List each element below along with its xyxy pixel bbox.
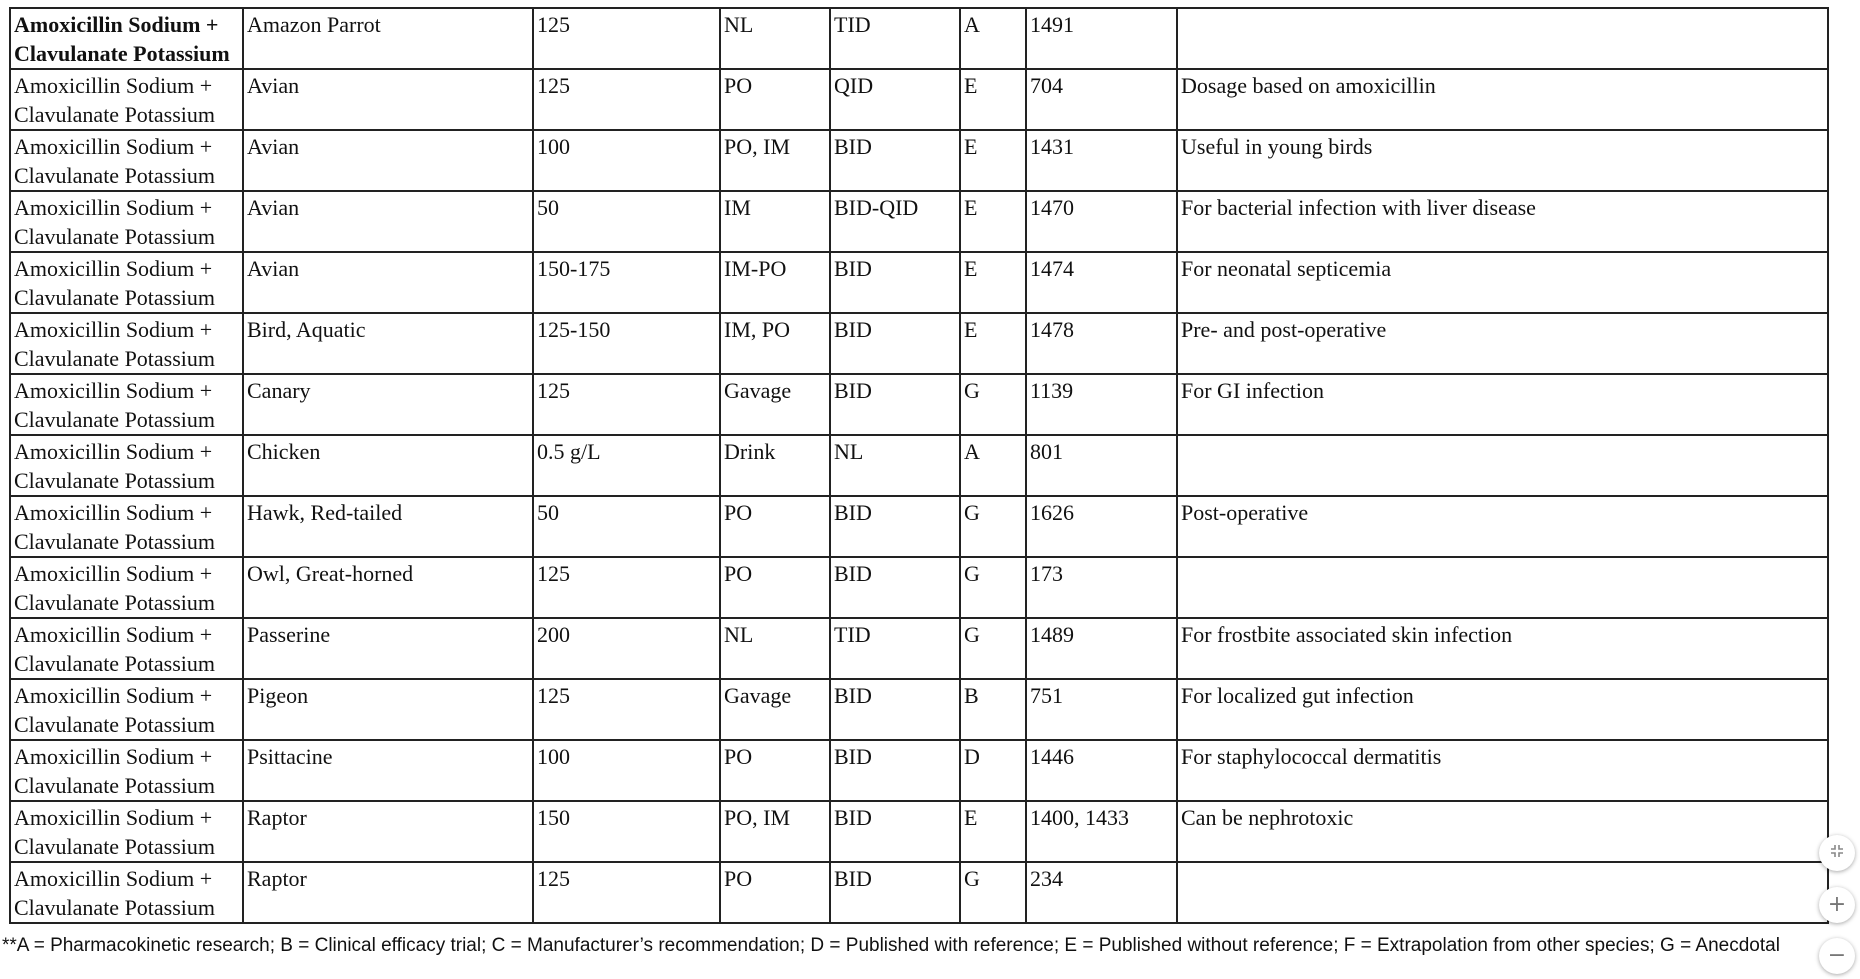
comment-cell — [1177, 8, 1828, 69]
frequency-cell: BID — [830, 252, 960, 313]
route-cell: NL — [720, 618, 830, 679]
route-cell: Gavage — [720, 679, 830, 740]
evidence-grade-cell: A — [960, 8, 1026, 69]
drug-cell: Amoxicillin Sodium + Clavulanate Potassium — [10, 557, 243, 618]
comment-cell: For bacterial infection with liver disease — [1177, 191, 1828, 252]
route-cell: IM — [720, 191, 830, 252]
drug-cell: Amoxicillin Sodium + Clavulanate Potassium — [10, 679, 243, 740]
drug-cell: Amoxicillin Sodium + Clavulanate Potassium — [10, 8, 243, 69]
species-cell: Amazon Parrot — [243, 8, 533, 69]
drug-cell: Amoxicillin Sodium + Clavulanate Potassium — [10, 618, 243, 679]
dose-cell: 50 — [533, 191, 720, 252]
table-row — [10, 557, 1828, 618]
comment-cell: Useful in young birds — [1177, 130, 1828, 191]
frequency-cell: BID — [830, 740, 960, 801]
route-cell: PO — [720, 557, 830, 618]
evidence-grade-cell: G — [960, 557, 1026, 618]
comment-cell: Dosage based on amoxicillin — [1177, 69, 1828, 130]
table-row — [10, 8, 1828, 69]
reference-cell: 1446 — [1026, 740, 1177, 801]
species-cell: Pigeon — [243, 679, 533, 740]
reference-cell: 1489 — [1026, 618, 1177, 679]
species-cell: Passerine — [243, 618, 533, 679]
species-cell: Avian — [243, 252, 533, 313]
reference-cell: 1431 — [1026, 130, 1177, 191]
minus-icon: − — [1827, 943, 1847, 968]
drug-cell: Amoxicillin Sodium + Clavulanate Potassium — [10, 740, 243, 801]
route-cell: PO — [720, 496, 830, 557]
zoom-in-button[interactable] — [1819, 887, 1855, 923]
route-cell: NL — [720, 8, 830, 69]
evidence-grade-cell: E — [960, 69, 1026, 130]
drug-cell: Amoxicillin Sodium + Clavulanate Potassium — [10, 801, 243, 862]
reference-cell: 1491 — [1026, 8, 1177, 69]
table-row — [10, 69, 1828, 130]
dose-cell: 125 — [533, 8, 720, 69]
dose-cell: 100 — [533, 740, 720, 801]
dose-cell: 125 — [533, 679, 720, 740]
drug-cell: Amoxicillin Sodium + Clavulanate Potassium — [10, 435, 243, 496]
route-cell: IM-PO — [720, 252, 830, 313]
table-row — [10, 313, 1828, 374]
evidence-grade-cell: G — [960, 496, 1026, 557]
comment-cell: For neonatal septicemia — [1177, 252, 1828, 313]
reference-cell: 1626 — [1026, 496, 1177, 557]
frequency-cell: BID — [830, 313, 960, 374]
frequency-cell: BID-QID — [830, 191, 960, 252]
dose-cell: 0.5 g/L — [533, 435, 720, 496]
comment-cell: For GI infection — [1177, 374, 1828, 435]
species-cell: Raptor — [243, 862, 533, 923]
reference-cell: 1470 — [1026, 191, 1177, 252]
reference-cell: 234 — [1026, 862, 1177, 923]
evidence-grade-cell: B — [960, 679, 1026, 740]
drug-cell: Amoxicillin Sodium + Clavulanate Potassium — [10, 496, 243, 557]
drug-cell: Amoxicillin Sodium + Clavulanate Potassium — [10, 130, 243, 191]
route-cell: PO — [720, 740, 830, 801]
fit-page-button[interactable] — [1819, 835, 1855, 871]
route-cell: PO, IM — [720, 801, 830, 862]
species-cell: Canary — [243, 374, 533, 435]
reference-cell: 801 — [1026, 435, 1177, 496]
route-cell: PO — [720, 862, 830, 923]
zoom-out-button[interactable] — [1819, 938, 1855, 974]
frequency-cell: BID — [830, 801, 960, 862]
frequency-cell: TID — [830, 618, 960, 679]
table-row — [10, 618, 1828, 679]
comment-cell: Pre- and post-operative — [1177, 313, 1828, 374]
species-cell: Chicken — [243, 435, 533, 496]
comment-cell: For localized gut infection — [1177, 679, 1828, 740]
drug-cell: Amoxicillin Sodium + Clavulanate Potassium — [10, 862, 243, 923]
dose-cell: 125 — [533, 69, 720, 130]
comment-cell: Can be nephrotoxic — [1177, 801, 1828, 862]
reference-cell: 1400, 1433 — [1026, 801, 1177, 862]
species-cell: Psittacine — [243, 740, 533, 801]
table-row — [10, 862, 1828, 923]
frequency-cell: BID — [830, 374, 960, 435]
drug-cell: Amoxicillin Sodium + Clavulanate Potassium — [10, 313, 243, 374]
table-row — [10, 130, 1828, 191]
evidence-grade-cell: D — [960, 740, 1026, 801]
evidence-grade-footnote: **A = Pharmacokinetic research; B = Clinical efficacy trial; C = Manufacturer’s recommendation; D = Published with reference; E = Published without reference; F = Extrapolation from other species; G = Anecdotal — [2, 935, 1780, 956]
reference-cell: 173 — [1026, 557, 1177, 618]
comment-cell — [1177, 557, 1828, 618]
dose-cell: 125 — [533, 557, 720, 618]
route-cell: IM, PO — [720, 313, 830, 374]
frequency-cell: QID — [830, 69, 960, 130]
frequency-cell: TID — [830, 8, 960, 69]
drug-cell: Amoxicillin Sodium + Clavulanate Potassium — [10, 191, 243, 252]
evidence-grade-cell: G — [960, 618, 1026, 679]
species-cell: Avian — [243, 130, 533, 191]
species-cell: Bird, Aquatic — [243, 313, 533, 374]
species-cell: Avian — [243, 69, 533, 130]
frequency-cell: BID — [830, 679, 960, 740]
table-row — [10, 496, 1828, 557]
frequency-cell: BID — [830, 557, 960, 618]
plus-icon: + — [1827, 892, 1847, 917]
drug-cell: Amoxicillin Sodium + Clavulanate Potassium — [10, 69, 243, 130]
reference-cell: 1478 — [1026, 313, 1177, 374]
dose-cell: 150-175 — [533, 252, 720, 313]
comment-cell — [1177, 435, 1828, 496]
comment-cell: For frostbite associated skin infection — [1177, 618, 1828, 679]
dose-cell: 200 — [533, 618, 720, 679]
evidence-grade-cell: E — [960, 191, 1026, 252]
drug-cell: Amoxicillin Sodium + Clavulanate Potassium — [10, 252, 243, 313]
table-row — [10, 679, 1828, 740]
frequency-cell: BID — [830, 496, 960, 557]
route-cell: Drink — [720, 435, 830, 496]
reference-cell: 1474 — [1026, 252, 1177, 313]
species-cell: Raptor — [243, 801, 533, 862]
table-body — [10, 8, 1828, 923]
evidence-grade-cell: E — [960, 801, 1026, 862]
frequency-cell: NL — [830, 435, 960, 496]
species-cell: Hawk, Red-tailed — [243, 496, 533, 557]
table-row — [10, 191, 1828, 252]
dose-cell: 125-150 — [533, 313, 720, 374]
evidence-grade-cell: E — [960, 313, 1026, 374]
table-row — [10, 252, 1828, 313]
frequency-cell: BID — [830, 862, 960, 923]
dosage-table — [9, 7, 1829, 924]
evidence-grade-cell: E — [960, 130, 1026, 191]
dose-cell: 125 — [533, 374, 720, 435]
frequency-cell: BID — [830, 130, 960, 191]
drug-cell: Amoxicillin Sodium + Clavulanate Potassium — [10, 374, 243, 435]
dose-cell: 125 — [533, 862, 720, 923]
dose-cell: 100 — [533, 130, 720, 191]
evidence-grade-cell: A — [960, 435, 1026, 496]
evidence-grade-cell: E — [960, 252, 1026, 313]
route-cell: PO — [720, 69, 830, 130]
dose-cell: 150 — [533, 801, 720, 862]
dose-cell: 50 — [533, 496, 720, 557]
comment-cell: Post-operative — [1177, 496, 1828, 557]
fit-page-icon — [1829, 842, 1845, 864]
table-row — [10, 435, 1828, 496]
comment-cell — [1177, 862, 1828, 923]
route-cell: PO, IM — [720, 130, 830, 191]
table-row — [10, 740, 1828, 801]
evidence-grade-cell: G — [960, 862, 1026, 923]
reference-cell: 751 — [1026, 679, 1177, 740]
reference-cell: 1139 — [1026, 374, 1177, 435]
route-cell: Gavage — [720, 374, 830, 435]
species-cell: Avian — [243, 191, 533, 252]
evidence-grade-cell: G — [960, 374, 1026, 435]
species-cell: Owl, Great-horned — [243, 557, 533, 618]
table-row — [10, 374, 1828, 435]
comment-cell: For staphylococcal dermatitis — [1177, 740, 1828, 801]
reference-cell: 704 — [1026, 69, 1177, 130]
table-row — [10, 801, 1828, 862]
